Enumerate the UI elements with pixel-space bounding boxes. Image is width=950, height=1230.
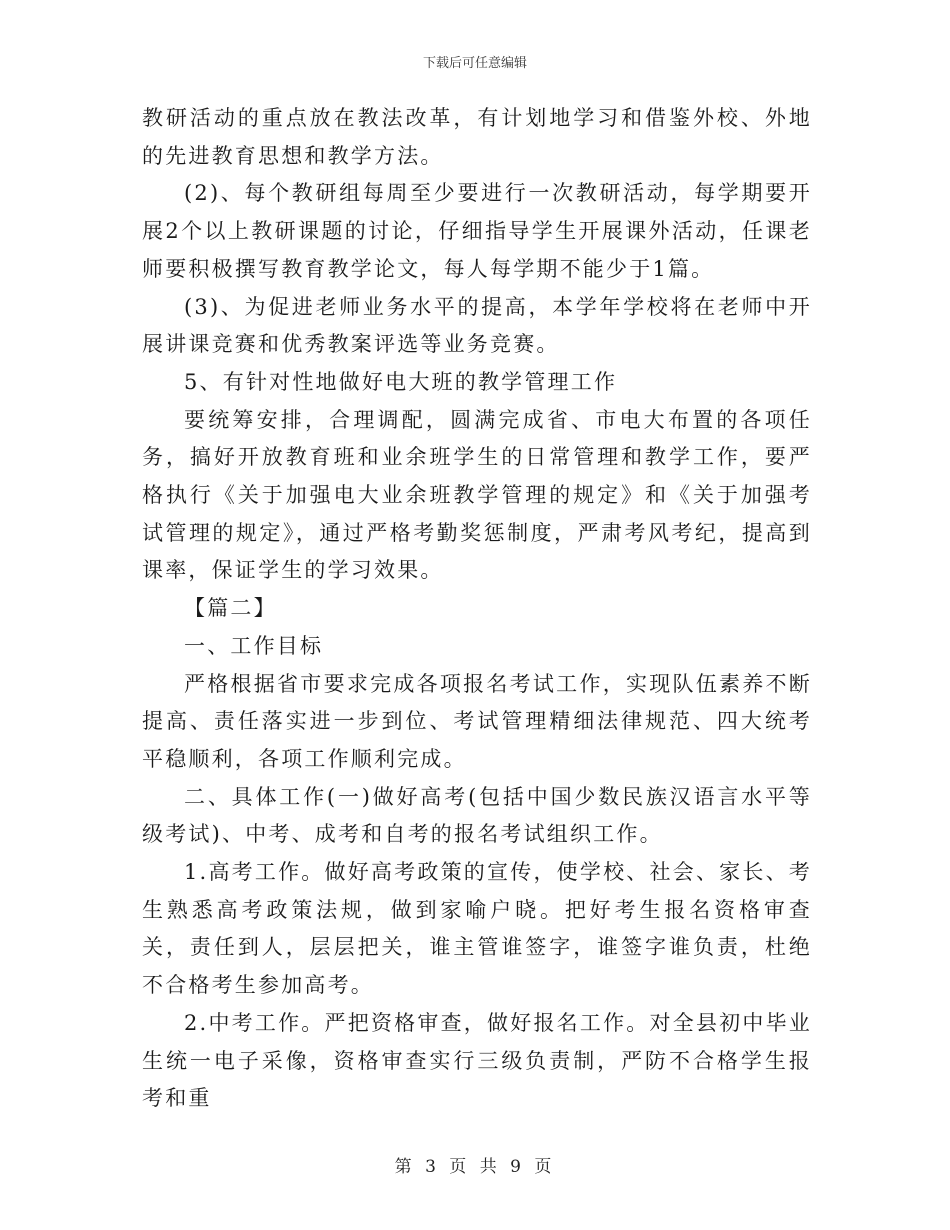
footer-current-page: 3 xyxy=(425,1157,440,1177)
section-heading: 【篇二】 xyxy=(184,596,277,621)
header-note: 下载后可任意编辑 xyxy=(422,56,527,71)
paragraph: 2.中考工作。严把资格审查，做好报名工作。对全县初中毕业生统一电子采像，资格审查实行三级负责制，严防不合格学生报考和重 xyxy=(142,1010,812,1111)
paragraph: 教研活动的重点放在教法改革，有计划地学习和借鉴外校、外地的先进教育思想和教学方法。 xyxy=(142,106,812,168)
section-heading: 一、工作目标 xyxy=(184,633,324,658)
footer-label-page: 第 xyxy=(394,1157,416,1177)
paragraph: 严格根据省市要求完成各项报名考试工作，实现队伍素养不断提高、责任落实进一步到位、考试管理精细法律规范、四大统考平稳顺利，各项工作顺利完成。 xyxy=(142,671,812,771)
footer-total-pages: 9 xyxy=(510,1157,525,1177)
paragraph: 要统筹安排，合理调配，圆满完成省、市电大布置的各项任务，搞好开放教育班和业余班学生的日常管理和教学工作，要严格执行《关于加强电大业余班教学管理的规定》和《关于加强考试管理的规定》，通过严格考勤奖惩制度，严肃考风考纪，提高到课率，保证学生的学习效果。 xyxy=(142,407,812,583)
section-heading: 5、有针对性地做好电大班的教学管理工作 xyxy=(184,369,618,394)
paragraph: 1.高考工作。做好高考政策的宣传，使学校、社会、家长、考生熟悉高考政策法规，做到家喻户晓。把好考生报名资格审查关，责任到人，层层把关，谁主管谁签字，谁签字谁负责，杜绝不合格考生参加高考。 xyxy=(142,860,812,998)
page-footer xyxy=(0,1152,950,1177)
footer-label-end: 页 xyxy=(534,1157,556,1177)
paragraph: (2)、每个教研组每周至少要进行一次教研活动，每学期要开展2个以上教研课题的讨论，仔细指导学生开展课外活动，任课老师要积极撰写教育教学论文，每人每学期不能少于1篇。 xyxy=(142,181,812,281)
footer-label-of: 页 共 xyxy=(449,1157,501,1177)
paragraph: (3)、为促进老师业务水平的提高，本学年学校将在老师中开展讲课竞赛和优秀教案评选等业务竞赛。 xyxy=(142,294,812,357)
paragraph: 二、具体工作(一)做好高考(包括中国少数民族汉语言水平等级考试)、中考、成考和自考的报名考试组织工作。 xyxy=(142,784,812,847)
document-body xyxy=(142,100,812,1118)
